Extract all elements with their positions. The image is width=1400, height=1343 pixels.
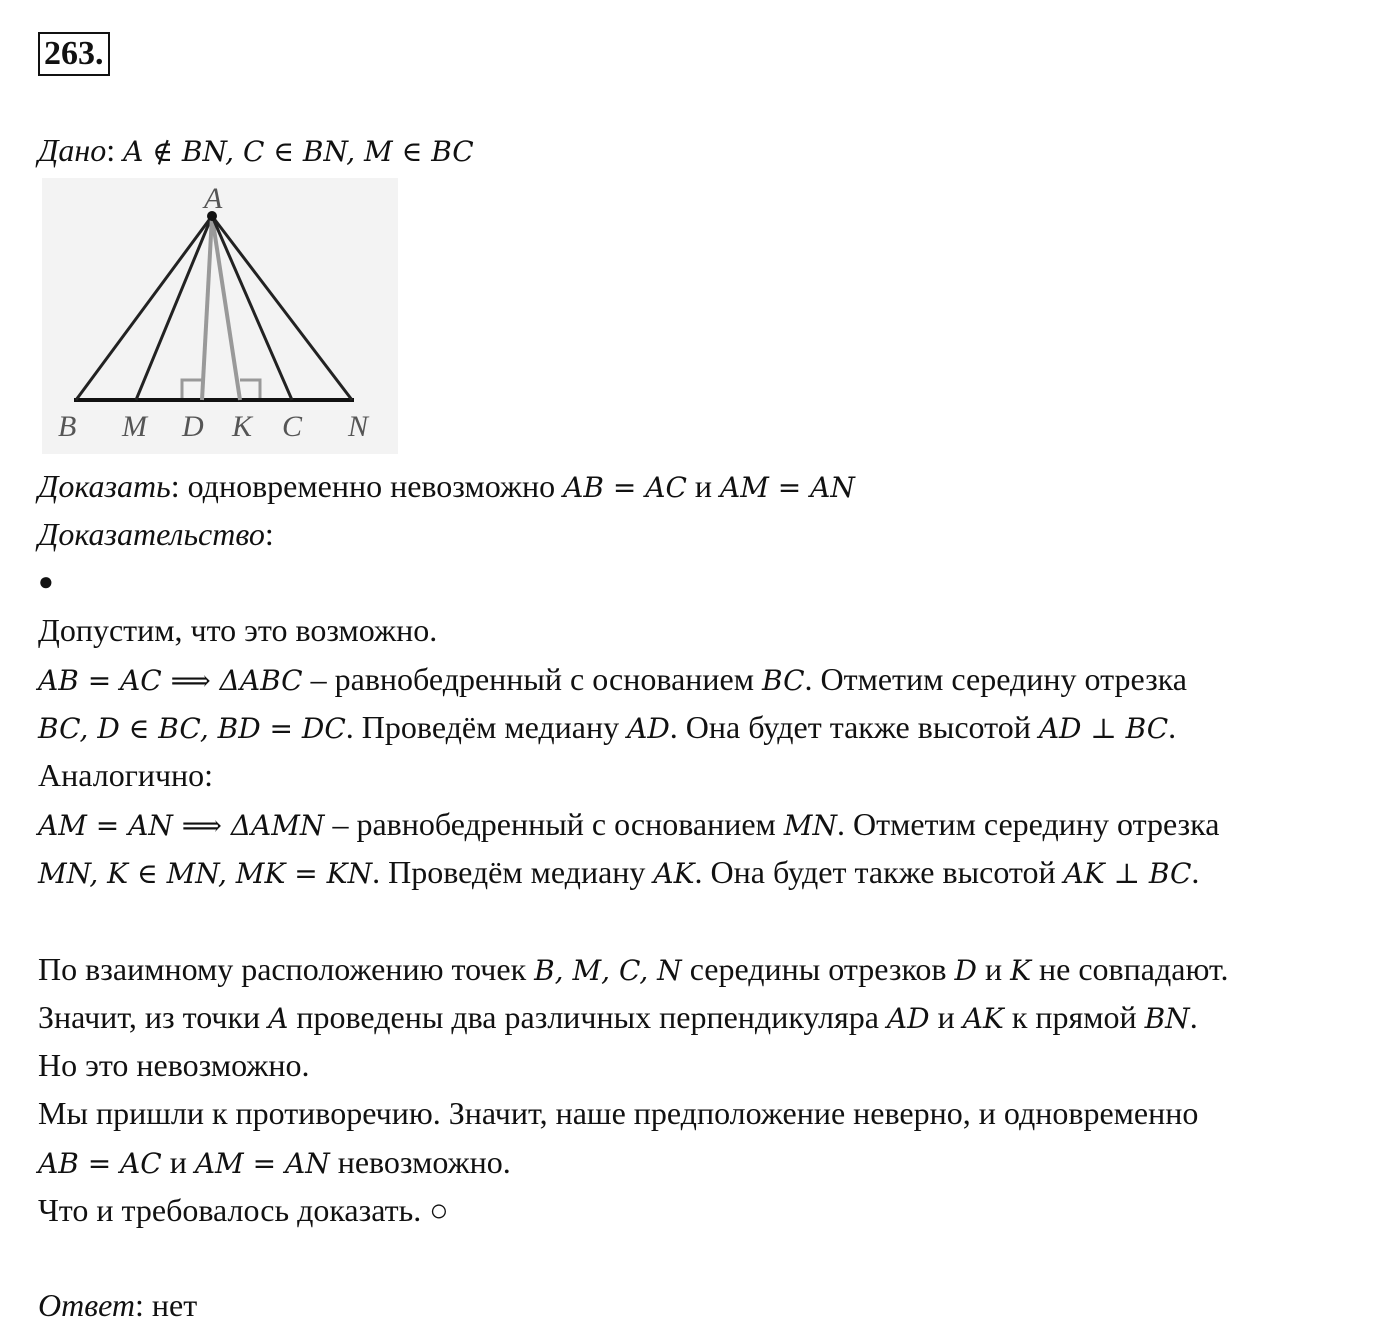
l6-math-2: AK: [653, 857, 695, 890]
l7-math-2: D: [954, 954, 977, 987]
segment-ak: [212, 216, 240, 400]
proof-line-1: Допустим, что это возможно.: [38, 612, 438, 648]
proof-line-11: [38, 1142, 511, 1184]
l8-math-2: AD: [886, 1002, 930, 1035]
l5-text-2: . Отметим середину отрезка: [836, 806, 1220, 842]
l8-text-5: .: [1189, 999, 1198, 1035]
proof-line-7: [38, 949, 1229, 991]
segment-an: [212, 216, 352, 400]
proof-heading: [38, 514, 274, 554]
l6-text-1: . Проведём медиану: [372, 854, 654, 890]
l8-math-4: BN: [1144, 1002, 1190, 1035]
l8-text-4: к прямой: [1003, 999, 1145, 1035]
proof-line-12: Что и требовалось доказать. ○: [38, 1192, 449, 1228]
proof-label: Доказательство: [38, 516, 265, 552]
l2-math-1: AB = AC ⟹ ΔABC: [38, 664, 303, 697]
geometry-figure: [42, 178, 398, 454]
label-d: D: [182, 410, 204, 443]
l3-math-1: BC, D ∈ BC, BD = DC: [38, 712, 346, 745]
proof-sep: :: [264, 516, 274, 552]
given-label: Дано: [38, 132, 107, 168]
triangle-diagram: [42, 178, 398, 454]
l2-math-2: BC: [761, 664, 805, 697]
l11-text-2: невозможно.: [329, 1144, 511, 1180]
prove-sep: :: [170, 468, 188, 504]
l7-text-3: и: [976, 951, 1011, 987]
proof-line-8: [38, 997, 1198, 1039]
given-line: [38, 130, 474, 172]
l3-text-1: . Проведём медиану: [345, 709, 628, 745]
l2-text-2: . Отметим середину отрезка: [804, 661, 1187, 697]
l8-math-1: A: [268, 1002, 289, 1035]
l11-text-1: и: [161, 1144, 195, 1180]
proof-line-5: [38, 804, 1219, 846]
proof-line-4: Аналогично:: [38, 757, 214, 793]
segment-ab: [76, 216, 212, 400]
right-angle-mark-d: [182, 380, 202, 398]
proof-line-9: Но это невозможно.: [38, 1047, 310, 1083]
proof-line-2: [38, 659, 1187, 701]
segment-am: [136, 216, 212, 400]
segment-ad: [202, 216, 212, 400]
prove-line: [38, 466, 855, 508]
problem-number: 263.: [38, 32, 110, 76]
l7-text-1: По взаимному расположению точек: [38, 951, 535, 987]
prove-math-1: AB = AC: [563, 471, 687, 504]
answer-label: Ответ: [38, 1287, 135, 1323]
given-math: A ∉ BN, C ∈ BN, M ∈ BC: [123, 135, 474, 168]
prove-label: Доказать: [38, 468, 171, 504]
l8-math-3: AK: [962, 1002, 1004, 1035]
label-b: B: [58, 410, 77, 443]
l7-text-4: не совпадают.: [1031, 951, 1229, 987]
answer-line: [38, 1285, 197, 1325]
proof-line-6: [38, 852, 1199, 894]
label-n: N: [348, 410, 369, 443]
proof-line-10: Мы пришли к противоречию. Значит, наше предположение неверно, и одновременно: [38, 1095, 1199, 1131]
l6-math-3: AK ⊥ BC: [1063, 857, 1192, 890]
l7-text-2: середины отрезков: [681, 951, 955, 987]
l5-text-1: – равнобедренный с основанием: [324, 806, 784, 842]
l11-math-2: AM = AN: [194, 1147, 330, 1180]
l11-math-1: AB = AC: [38, 1147, 162, 1180]
given-sep: :: [106, 132, 124, 168]
l3-math-3: AD ⊥ BC: [1038, 712, 1169, 745]
right-angle-mark-k: [240, 380, 260, 398]
l6-math-1: MN, K ∈ MN, MK = KN: [38, 857, 373, 890]
l3-text-3: .: [1168, 709, 1177, 745]
l5-math-1: AM = AN ⟹ ΔAMN: [38, 809, 325, 842]
label-c: C: [282, 410, 303, 443]
proof-line-3: [38, 707, 1176, 749]
label-m: M: [122, 410, 147, 443]
l7-math-1: B, M, C, N: [534, 954, 682, 987]
answer-sep: :: [135, 1287, 152, 1323]
l5-math-2: MN: [783, 809, 837, 842]
l3-math-2: AD: [627, 712, 670, 745]
l8-text-1: Значит, из точки: [38, 999, 269, 1035]
l7-math-3: K: [1010, 954, 1032, 987]
label-k: K: [232, 410, 253, 443]
answer-value: нет: [151, 1287, 198, 1323]
prove-text: одновременно невозможно: [187, 468, 564, 504]
l8-text-3: и: [929, 999, 963, 1035]
l3-text-2: . Она будет также высотой: [669, 709, 1039, 745]
prove-math-2: AM = AN: [720, 471, 855, 504]
bullet: ●: [38, 567, 54, 596]
prove-and: и: [686, 468, 720, 504]
l8-text-2: проведены два различных перпендикуляра: [288, 999, 887, 1035]
l6-text-3: .: [1191, 854, 1200, 890]
l2-text-1: – равнобедренный с основанием: [302, 661, 762, 697]
label-a: A: [204, 182, 223, 215]
l6-text-2: . Она будет также высотой: [694, 854, 1064, 890]
